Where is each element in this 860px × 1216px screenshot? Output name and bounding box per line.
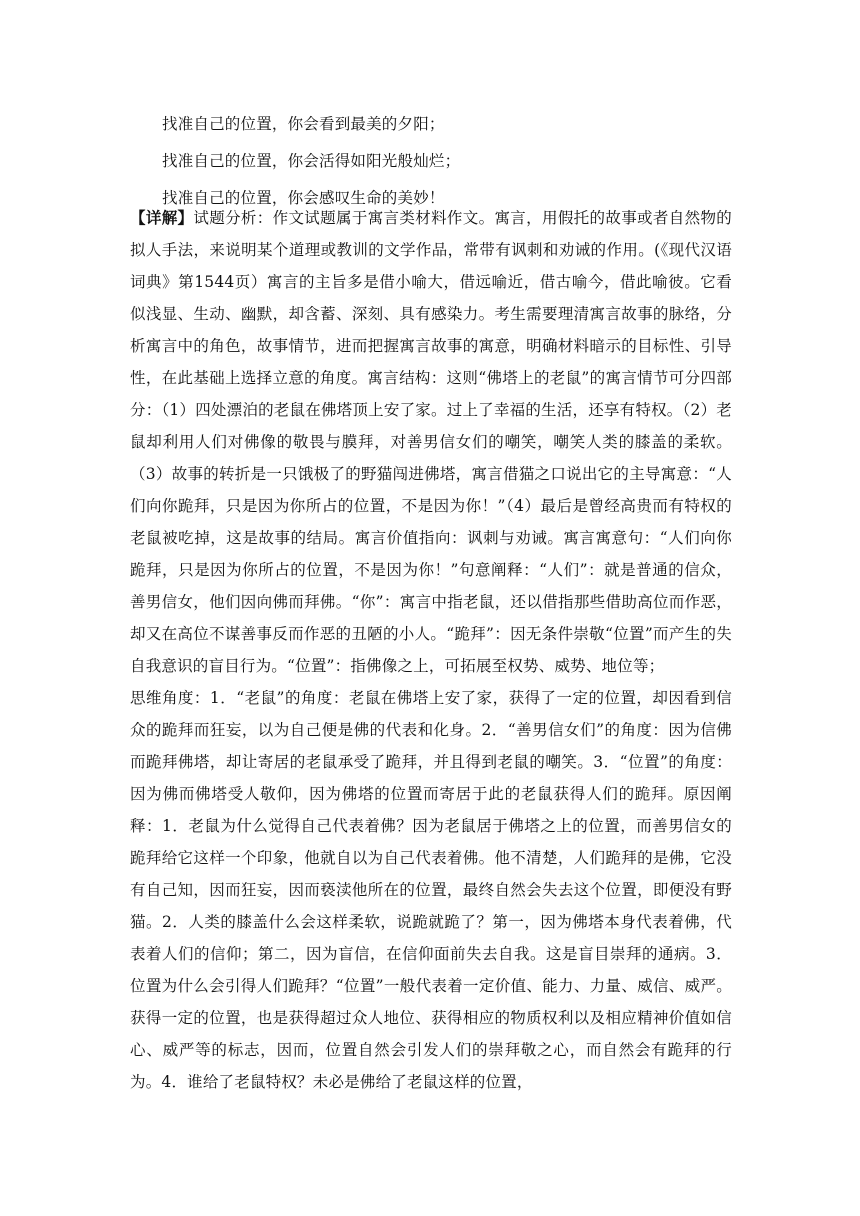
- poem-line-3: 找准自己的位置，你会感叹生命的美妙！: [162, 189, 445, 207]
- analysis-paragraph-1: [130, 202, 732, 682]
- poem-line-1: 找准自己的位置，你会看到最美的夕阳；: [162, 115, 445, 133]
- poem-lines: [130, 106, 732, 217]
- poem-line-2: 找准自己的位置，你会活得如阳光般灿烂；: [162, 152, 461, 170]
- analysis-paragraph-2: 思维角度：1．“老鼠”的角度：老鼠在佛塔上安了家，获得了一定的位置，却因看到信众的跪拜而狂妄，以为自己便是佛的代表和化身。2．“善男信女们”的角度：因为信佛而跪拜佛塔，却让寄居的老鼠承受了跪拜，并且得到老鼠的嘲笑。3．“位置”的角度：因为佛而佛塔受人敬仰，因为佛塔的位置而寄居于此的老鼠获得人们的跪拜。原因阐释：1．老鼠为什么觉得自己代表着佛？因为老鼠居于佛塔之上的位置，而善男信女的跪拜给它这样一个印象，他就自以为自己代表着佛。他不清楚，人们跪拜的是佛，它没有自己知，因而狂妄，因而亵渎他所在的位置，最终自然会失去这个位置，即便没有野猫。2．人类的膝盖什么会这样柔软，说跪就跪了？第一，因为佛塔本身代表着佛，代表着人们的信仰；第二，因为盲信，在信仰面前失去自我。这是盲目崇拜的通病。3．位置为什么会引得人们跪拜？“位置”一般代表着一定价值、能力、力量、威信、威严。获得一定的位置，也是获得超过众人地位、获得相应的物质权利以及相应精神价值如信心、威严等的标志，因而，位置自然会引发人们的崇拜敬之心，而自然会有跪拜的行为。4．谁给了老鼠特权？未必是佛给了老鼠这样的位置，: [130, 689, 732, 1091]
- analysis-section: [130, 202, 732, 1098]
- analysis-paragraph-1-text: 试题分析：作文试题属于寓言类材料作文。寓言，用假托的故事或者自然物的拟人手法，来说明某个道理或教训的文学作品，常带有讽刺和劝诫的作用。(《现代汉语词典》第1544页）寓言的主旨多是借小喻大，借远喻近，借古喻今，借此喻彼。它看似浅显、生动、幽默，却含蓄、深刻、具有感染力。考生需要理清寓言故事的脉络，分析寓言中的角色，故事情节，进而把握寓言故事的寓意，明确材料暗示的目标性、引导性，在此基础上选择立意的角度。寓言结构：这则“佛塔上的老鼠”的寓言情节可分四部分：（1）四处漂泊的老鼠在佛塔顶上安了家。过上了幸福的生活，还享有特权。（2）老鼠却利用人们对佛像的敬畏与膜拜，对善男信女们的嘲笑，嘲笑人类的膝盖的柔软。（3）故事的转折是一只饿极了的野猫闯进佛塔，寓言借猫之口说出它的主导寓意：“人们向你跪拜，只是因为你所占的位置，不是因为你！”（4）最后是曾经高贵而有特权的老鼠被吃掉，这是故事的结局。寓言价值指向：讽刺与劝诫。寓言寓意句：“人们向你跪拜，只是因为你所占的位置，不是因为你！”句意阐释：“人们”：就是普通的信众，善男信女，他们因向佛而拜佛。“你”：寓言中指老鼠，还以借指那些借助高位而作恶，却又在高位不谋善事反而作恶的丑陋的小人。“跪拜”：因无条件崇敬“位置”而产生的失自我意识的盲目行为。“位置”：指佛像之上，可拓展至权势、威势、地位等；: [130, 209, 732, 675]
- analysis-label: 【详解】: [130, 208, 194, 227]
